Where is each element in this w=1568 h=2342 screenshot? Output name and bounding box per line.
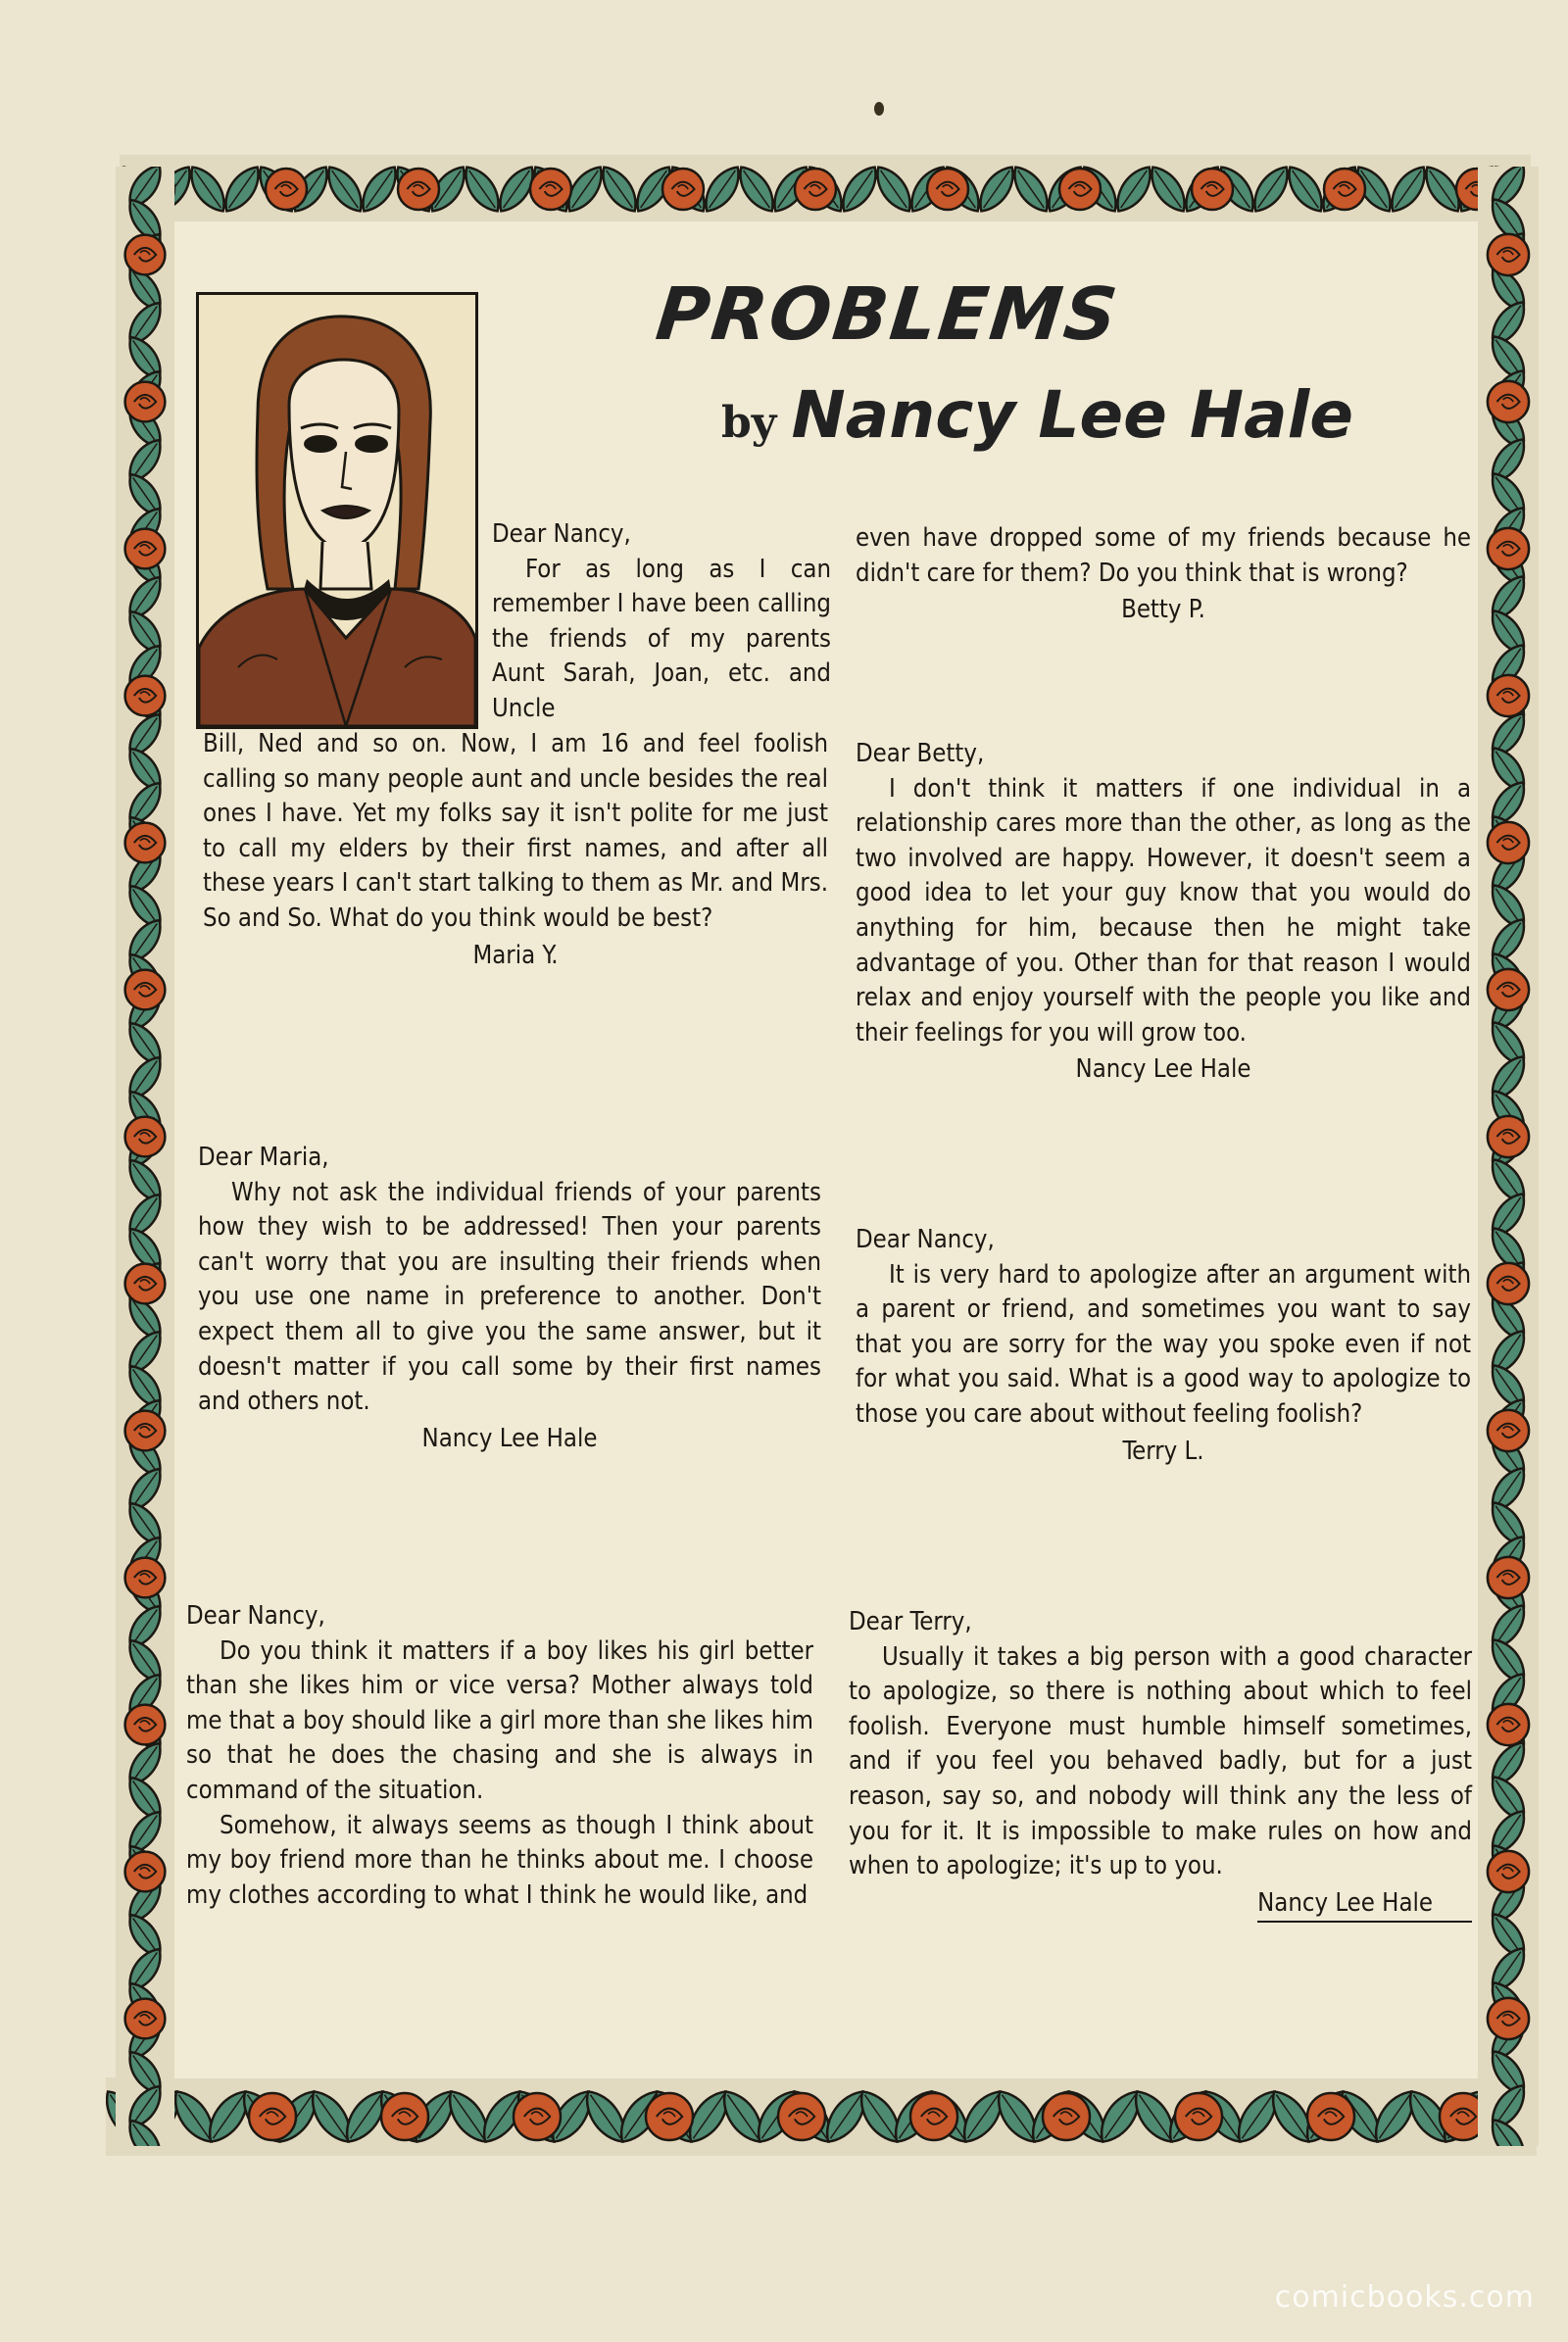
- terry-reply-salutation: Dear Terry,: [849, 1607, 972, 1636]
- vine-border-top: [120, 155, 1531, 223]
- maria-letter-body: [203, 727, 828, 973]
- rose-shape: [927, 169, 968, 210]
- rose-shape: [249, 2093, 296, 2140]
- rose-shape: [1488, 381, 1529, 422]
- rose-shape: [125, 1558, 166, 1598]
- maria-letter-salutation: Dear Nancy,: [492, 519, 631, 549]
- terry-letter-signature: Terry L.: [1122, 1436, 1204, 1466]
- maria-letter-top: [492, 517, 831, 727]
- betty-letter-signature: Betty P.: [1121, 595, 1205, 625]
- page-title: PROBLEMS: [652, 272, 1123, 357]
- rose-shape: [1324, 169, 1365, 210]
- vine-border-bottom: [106, 2077, 1537, 2156]
- terry-letter-salutation: Dear Nancy,: [856, 1225, 995, 1254]
- rose-shape: [1488, 1704, 1529, 1745]
- rose-shape: [1307, 2093, 1354, 2140]
- betty-reply-signature: Nancy Lee Hale: [1075, 1054, 1251, 1085]
- rose-shape: [125, 1264, 166, 1304]
- terry-letter-text: It is very hard to apologize after an argument with a parent or friend, and sometimes you want to say that you are sorry for the way you spoke even if not for what you said. What is a good way to apologize to those you care about without feeling foolish?: [856, 1259, 1471, 1429]
- vine-border-left: [116, 167, 174, 2146]
- betty-letter-text-1: Do you think it matters if a boy likes his girl better than she likes him or vice versa? Mother always told me that a boy should like a girl more than she likes him so that he does the chasing and she is always in command of the situation.: [186, 1635, 813, 1805]
- portrait-image: [196, 292, 478, 729]
- terry-letter: [856, 1223, 1471, 1469]
- rose-shape: [795, 169, 836, 210]
- ink-speck: [874, 102, 884, 116]
- rose-shape: [1488, 1263, 1529, 1304]
- rose-shape: [1192, 169, 1233, 210]
- rose-shape: [381, 2093, 428, 2140]
- rose-shape: [1488, 822, 1529, 863]
- betty-reply: [856, 737, 1471, 1088]
- rose-shape: [1488, 528, 1529, 569]
- maria-reply: [198, 1141, 821, 1456]
- rose-shape: [125, 1117, 166, 1157]
- maria-reply-salutation: Dear Maria,: [198, 1143, 329, 1172]
- rose-shape: [1488, 675, 1529, 716]
- rose-shape: [125, 676, 166, 716]
- betty-letter-text-2: Somehow, it always seems as though I think about my boy friend more than he thinks about me. I choose my clothes according to what I think he would like, and: [186, 1810, 813, 1910]
- byline: [721, 377, 1353, 453]
- rose-shape: [1488, 234, 1529, 275]
- rose-shape: [266, 169, 307, 210]
- rose-shape: [398, 169, 439, 210]
- betty-reply-salutation: Dear Betty,: [856, 739, 985, 768]
- rose-shape: [1488, 969, 1529, 1010]
- rose-shape: [1488, 1998, 1529, 2039]
- rose-shape: [530, 169, 571, 210]
- maria-letter-intro: For as long as I can remember I have been calling the friends of my parents Aunt Sarah, Joan, etc. and Uncle: [492, 554, 831, 723]
- terry-reply-signature: Nancy Lee Hale: [1257, 1886, 1472, 1924]
- rose-shape: [1488, 1116, 1529, 1157]
- rose-shape: [1488, 1410, 1529, 1451]
- rose-shape: [778, 2093, 825, 2140]
- vine-border-right: [1478, 167, 1539, 2146]
- rose-shape: [1488, 1851, 1529, 1892]
- betty-letter: [186, 1599, 813, 1913]
- maria-reply-signature: Nancy Lee Hale: [421, 1423, 598, 1453]
- rose-shape: [125, 823, 166, 863]
- terry-reply-signature-wrap: [849, 1886, 1472, 1924]
- rose-shape: [125, 235, 166, 275]
- watermark: comicbooks.com: [1274, 2280, 1535, 2315]
- betty-reply-text: I don't think it matters if one individual in a relationship cares more than the other, as long as the two involved are happy. However, it doesn't seem a good idea to let your guy know that you would do anything for him, because then he might take advantage of you. Other than for that reason I would relax and enjoy yourself with the people you like and their feelings for you will grow too.: [856, 773, 1471, 1048]
- rose-shape: [125, 970, 166, 1010]
- betty-letter-salutation: Dear Nancy,: [186, 1601, 325, 1631]
- rose-shape: [125, 382, 166, 422]
- rose-shape: [1175, 2093, 1222, 2140]
- maria-letter-signature: Maria Y.: [472, 940, 559, 970]
- rose-shape: [125, 1999, 166, 2039]
- rose-shape: [662, 169, 704, 210]
- byline-by: by: [721, 398, 777, 448]
- maria-reply-text: Why not ask the individual friends of your parents how they wish to be addressed! Then your parents can't worry that you are insulting their friends when you use one name in preference to another. Don't expect them all to give you the same answer, but it doesn't matter if you call some by their first names and others not.: [198, 1177, 821, 1417]
- rose-shape: [1488, 1557, 1529, 1598]
- rose-shape: [125, 529, 166, 569]
- terry-reply-text: Usually it takes a big person with a good character to apologize, so there is nothing about which to feel foolish. Everyone must humble himself sometimes, and if you feel you behaved badly, but for a just reason, say so, and nobody will think any the less of you for it. It is impossible to make rules on how and when to apologize; it's up to you.: [849, 1641, 1472, 1881]
- rose-shape: [125, 1411, 166, 1451]
- rose-shape: [514, 2093, 561, 2140]
- betty-letter-continued: [856, 521, 1471, 628]
- rose-shape: [646, 2093, 693, 2140]
- rose-shape: [1043, 2093, 1090, 2140]
- rose-shape: [910, 2093, 957, 2140]
- byline-author: Nancy Lee Hale: [791, 377, 1354, 453]
- maria-letter-text: Bill, Ned and so on. Now, I am 16 and feel foolish calling so many people aunt and uncle besides the real ones I have. Yet my folks say it isn't polite for me just to call my elders by their first names, and after all these years I can't start talking to them as Mr. and Mrs. So and So. What do you think would be best?: [203, 729, 828, 933]
- rose-shape: [125, 1705, 166, 1745]
- terry-reply: [849, 1605, 1472, 1923]
- rose-shape: [1059, 169, 1101, 210]
- betty-letter-continued-text: even have dropped some of my friends because he didn't care for them? Do you think that is wrong?: [856, 523, 1471, 588]
- rose-shape: [125, 1852, 166, 1892]
